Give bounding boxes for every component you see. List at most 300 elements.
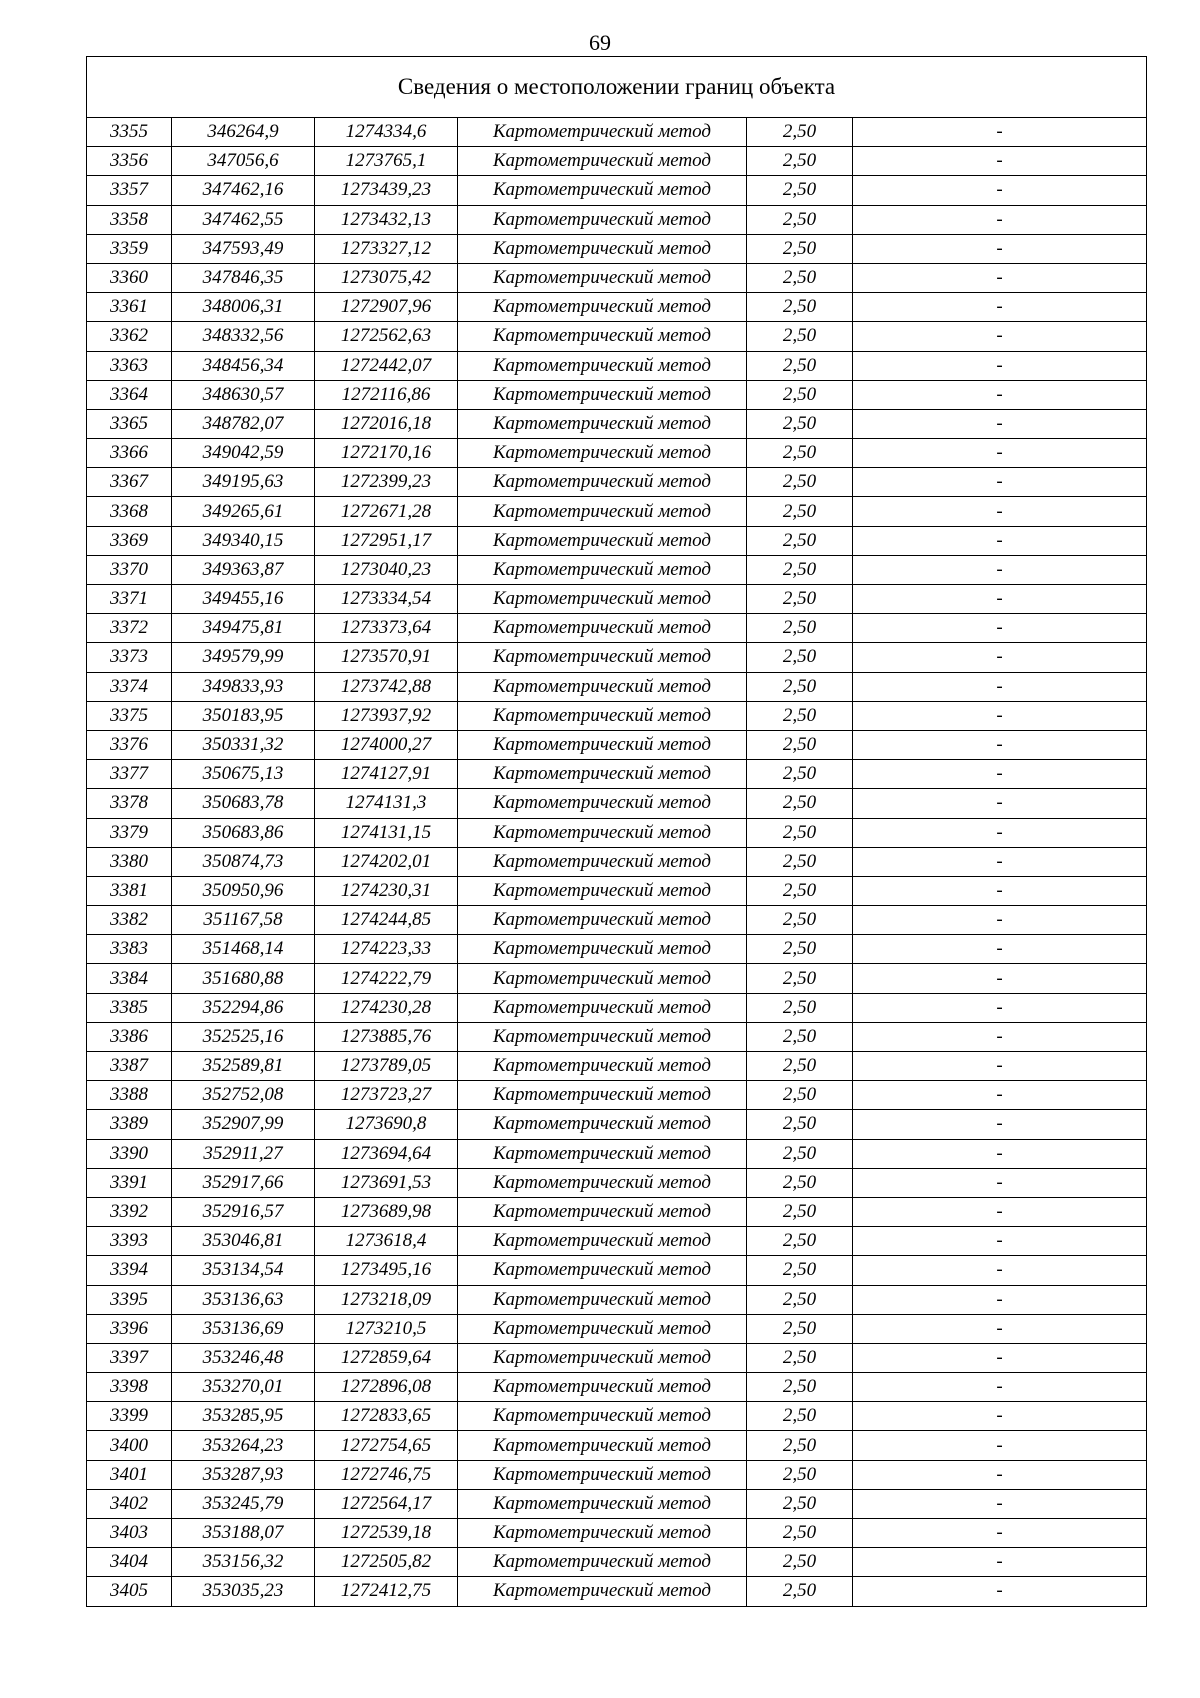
x-coordinate-cell: 350950,96 [172, 876, 315, 905]
note-cell: - [853, 293, 1147, 322]
accuracy-cell: 2,50 [747, 439, 853, 468]
note-cell: - [853, 1110, 1147, 1139]
accuracy-cell: 2,50 [747, 1081, 853, 1110]
x-coordinate-cell: 348006,31 [172, 293, 315, 322]
note-cell: - [853, 439, 1147, 468]
y-coordinate-cell: 1273937,92 [315, 701, 458, 730]
y-coordinate-cell: 1273439,23 [315, 176, 458, 205]
y-coordinate-cell: 1272412,75 [315, 1577, 458, 1606]
accuracy-cell: 2,50 [747, 1285, 853, 1314]
table-row [87, 906, 1147, 935]
y-coordinate-cell: 1272896,08 [315, 1373, 458, 1402]
accuracy-cell: 2,50 [747, 614, 853, 643]
table-row [87, 1402, 1147, 1431]
note-cell: - [853, 118, 1147, 147]
y-coordinate-cell: 1273885,76 [315, 1022, 458, 1051]
point-number-cell: 3369 [87, 526, 172, 555]
x-coordinate-cell: 353246,48 [172, 1343, 315, 1372]
y-coordinate-cell: 1273327,12 [315, 234, 458, 263]
x-coordinate-cell: 349340,15 [172, 526, 315, 555]
method-cell: Картометрический метод [458, 176, 747, 205]
note-cell: - [853, 1314, 1147, 1343]
accuracy-cell: 2,50 [747, 147, 853, 176]
point-number-cell: 3391 [87, 1168, 172, 1197]
point-number-cell: 3384 [87, 964, 172, 993]
y-coordinate-cell: 1274222,79 [315, 964, 458, 993]
y-coordinate-cell: 1274223,33 [315, 935, 458, 964]
y-coordinate-cell: 1273210,5 [315, 1314, 458, 1343]
x-coordinate-cell: 350874,73 [172, 847, 315, 876]
x-coordinate-cell: 350683,78 [172, 789, 315, 818]
note-cell: - [853, 760, 1147, 789]
accuracy-cell: 2,50 [747, 701, 853, 730]
y-coordinate-cell: 1273075,42 [315, 263, 458, 292]
accuracy-cell: 2,50 [747, 409, 853, 438]
point-number-cell: 3376 [87, 730, 172, 759]
method-cell: Картометрический метод [458, 585, 747, 614]
accuracy-cell: 2,50 [747, 1168, 853, 1197]
method-cell: Картометрический метод [458, 351, 747, 380]
method-cell: Картометрический метод [458, 439, 747, 468]
point-number-cell: 3358 [87, 205, 172, 234]
table-row [87, 1343, 1147, 1372]
y-coordinate-cell: 1272539,18 [315, 1519, 458, 1548]
y-coordinate-cell: 1272754,65 [315, 1431, 458, 1460]
accuracy-cell: 2,50 [747, 351, 853, 380]
x-coordinate-cell: 353245,79 [172, 1489, 315, 1518]
accuracy-cell: 2,50 [747, 643, 853, 672]
accuracy-cell: 2,50 [747, 1402, 853, 1431]
note-cell: - [853, 1373, 1147, 1402]
table-row [87, 614, 1147, 643]
x-coordinate-cell: 353270,01 [172, 1373, 315, 1402]
accuracy-cell: 2,50 [747, 1197, 853, 1226]
method-cell: Картометрический метод [458, 906, 747, 935]
note-cell: - [853, 409, 1147, 438]
method-cell: Картометрический метод [458, 1489, 747, 1518]
x-coordinate-cell: 348782,07 [172, 409, 315, 438]
table-row [87, 1577, 1147, 1606]
note-cell: - [853, 1227, 1147, 1256]
note-cell: - [853, 1548, 1147, 1577]
page-number: 69 [589, 30, 611, 55]
method-cell: Картометрический метод [458, 1285, 747, 1314]
method-cell: Картометрический метод [458, 1577, 747, 1606]
y-coordinate-cell: 1272907,96 [315, 293, 458, 322]
point-number-cell: 3375 [87, 701, 172, 730]
method-cell: Картометрический метод [458, 263, 747, 292]
x-coordinate-cell: 350183,95 [172, 701, 315, 730]
y-coordinate-cell: 1274127,91 [315, 760, 458, 789]
point-number-cell: 3374 [87, 672, 172, 701]
note-cell: - [853, 1022, 1147, 1051]
accuracy-cell: 2,50 [747, 1052, 853, 1081]
table-row [87, 818, 1147, 847]
table-row [87, 1022, 1147, 1051]
x-coordinate-cell: 353287,93 [172, 1460, 315, 1489]
accuracy-cell: 2,50 [747, 1256, 853, 1285]
point-number-cell: 3364 [87, 380, 172, 409]
point-number-cell: 3388 [87, 1081, 172, 1110]
note-cell: - [853, 380, 1147, 409]
y-coordinate-cell: 1272170,16 [315, 439, 458, 468]
accuracy-cell: 2,50 [747, 1343, 853, 1372]
y-coordinate-cell: 1273218,09 [315, 1285, 458, 1314]
point-number-cell: 3377 [87, 760, 172, 789]
note-cell: - [853, 176, 1147, 205]
accuracy-cell: 2,50 [747, 847, 853, 876]
table-row [87, 118, 1147, 147]
note-cell: - [853, 643, 1147, 672]
x-coordinate-cell: 349363,87 [172, 555, 315, 584]
table-row [87, 643, 1147, 672]
y-coordinate-cell: 1272951,17 [315, 526, 458, 555]
accuracy-cell: 2,50 [747, 555, 853, 584]
x-coordinate-cell: 351468,14 [172, 935, 315, 964]
point-number-cell: 3401 [87, 1460, 172, 1489]
y-coordinate-cell: 1273690,8 [315, 1110, 458, 1139]
y-coordinate-cell: 1273570,91 [315, 643, 458, 672]
note-cell: - [853, 555, 1147, 584]
point-number-cell: 3386 [87, 1022, 172, 1051]
y-coordinate-cell: 1273723,27 [315, 1081, 458, 1110]
x-coordinate-cell: 349265,61 [172, 497, 315, 526]
table-row [87, 1519, 1147, 1548]
point-number-cell: 3365 [87, 409, 172, 438]
x-coordinate-cell: 350331,32 [172, 730, 315, 759]
x-coordinate-cell: 353136,63 [172, 1285, 315, 1314]
accuracy-cell: 2,50 [747, 1489, 853, 1518]
method-cell: Картометрический метод [458, 526, 747, 555]
point-number-cell: 3360 [87, 263, 172, 292]
point-number-cell: 3405 [87, 1577, 172, 1606]
x-coordinate-cell: 349579,99 [172, 643, 315, 672]
accuracy-cell: 2,50 [747, 176, 853, 205]
point-number-cell: 3390 [87, 1139, 172, 1168]
note-cell: - [853, 1343, 1147, 1372]
point-number-cell: 3356 [87, 147, 172, 176]
x-coordinate-cell: 352911,27 [172, 1139, 315, 1168]
method-cell: Картометрический метод [458, 964, 747, 993]
note-cell: - [853, 964, 1147, 993]
x-coordinate-cell: 353156,32 [172, 1548, 315, 1577]
method-cell: Картометрический метод [458, 1110, 747, 1139]
x-coordinate-cell: 353134,54 [172, 1256, 315, 1285]
point-number-cell: 3383 [87, 935, 172, 964]
x-coordinate-cell: 348456,34 [172, 351, 315, 380]
point-number-cell: 3367 [87, 468, 172, 497]
table-row [87, 1489, 1147, 1518]
table-row [87, 380, 1147, 409]
table-row [87, 876, 1147, 905]
x-coordinate-cell: 347462,16 [172, 176, 315, 205]
table-row [87, 351, 1147, 380]
accuracy-cell: 2,50 [747, 1519, 853, 1548]
table-row [87, 293, 1147, 322]
table-row [87, 1052, 1147, 1081]
note-cell: - [853, 234, 1147, 263]
table-row [87, 585, 1147, 614]
method-cell: Картометрический метод [458, 1022, 747, 1051]
accuracy-cell: 2,50 [747, 1022, 853, 1051]
x-coordinate-cell: 348332,56 [172, 322, 315, 351]
y-coordinate-cell: 1273691,53 [315, 1168, 458, 1197]
y-coordinate-cell: 1273040,23 [315, 555, 458, 584]
accuracy-cell: 2,50 [747, 672, 853, 701]
point-number-cell: 3363 [87, 351, 172, 380]
accuracy-cell: 2,50 [747, 1577, 853, 1606]
x-coordinate-cell: 350683,86 [172, 818, 315, 847]
method-cell: Картометрический метод [458, 1227, 747, 1256]
table-row [87, 993, 1147, 1022]
method-cell: Картометрический метод [458, 380, 747, 409]
method-cell: Картометрический метод [458, 1139, 747, 1168]
x-coordinate-cell: 347462,55 [172, 205, 315, 234]
note-cell: - [853, 1197, 1147, 1226]
point-number-cell: 3402 [87, 1489, 172, 1518]
y-coordinate-cell: 1273765,1 [315, 147, 458, 176]
table-row [87, 964, 1147, 993]
table-row [87, 1139, 1147, 1168]
table-row [87, 1256, 1147, 1285]
method-cell: Картометрический метод [458, 118, 747, 147]
note-cell: - [853, 1460, 1147, 1489]
accuracy-cell: 2,50 [747, 730, 853, 759]
x-coordinate-cell: 351680,88 [172, 964, 315, 993]
note-cell: - [853, 614, 1147, 643]
accuracy-cell: 2,50 [747, 906, 853, 935]
method-cell: Картометрический метод [458, 789, 747, 818]
note-cell: - [853, 789, 1147, 818]
accuracy-cell: 2,50 [747, 1227, 853, 1256]
accuracy-cell: 2,50 [747, 205, 853, 234]
accuracy-cell: 2,50 [747, 468, 853, 497]
method-cell: Картометрический метод [458, 760, 747, 789]
point-number-cell: 3403 [87, 1519, 172, 1548]
x-coordinate-cell: 346264,9 [172, 118, 315, 147]
accuracy-cell: 2,50 [747, 234, 853, 263]
x-coordinate-cell: 348630,57 [172, 380, 315, 409]
boundary-coordinates-table [86, 56, 1147, 1607]
method-cell: Картометрический метод [458, 147, 747, 176]
accuracy-cell: 2,50 [747, 526, 853, 555]
x-coordinate-cell: 349455,16 [172, 585, 315, 614]
accuracy-cell: 2,50 [747, 263, 853, 292]
x-coordinate-cell: 353264,23 [172, 1431, 315, 1460]
point-number-cell: 3397 [87, 1343, 172, 1372]
accuracy-cell: 2,50 [747, 993, 853, 1022]
note-cell: - [853, 585, 1147, 614]
method-cell: Картометрический метод [458, 409, 747, 438]
y-coordinate-cell: 1274230,31 [315, 876, 458, 905]
accuracy-cell: 2,50 [747, 585, 853, 614]
note-cell: - [853, 1577, 1147, 1606]
point-number-cell: 3355 [87, 118, 172, 147]
x-coordinate-cell: 350675,13 [172, 760, 315, 789]
table-row [87, 1431, 1147, 1460]
table-row [87, 263, 1147, 292]
note-cell: - [853, 205, 1147, 234]
note-cell: - [853, 993, 1147, 1022]
point-number-cell: 3396 [87, 1314, 172, 1343]
point-number-cell: 3373 [87, 643, 172, 672]
x-coordinate-cell: 352907,99 [172, 1110, 315, 1139]
table-row [87, 672, 1147, 701]
y-coordinate-cell: 1273334,54 [315, 585, 458, 614]
accuracy-cell: 2,50 [747, 964, 853, 993]
accuracy-cell: 2,50 [747, 380, 853, 409]
y-coordinate-cell: 1272746,75 [315, 1460, 458, 1489]
point-number-cell: 3395 [87, 1285, 172, 1314]
x-coordinate-cell: 349475,81 [172, 614, 315, 643]
table-row [87, 468, 1147, 497]
x-coordinate-cell: 353035,23 [172, 1577, 315, 1606]
accuracy-cell: 2,50 [747, 118, 853, 147]
point-number-cell: 3398 [87, 1373, 172, 1402]
note-cell: - [853, 672, 1147, 701]
x-coordinate-cell: 349833,93 [172, 672, 315, 701]
accuracy-cell: 2,50 [747, 1314, 853, 1343]
point-number-cell: 3399 [87, 1402, 172, 1431]
point-number-cell: 3400 [87, 1431, 172, 1460]
x-coordinate-cell: 352752,08 [172, 1081, 315, 1110]
note-cell: - [853, 263, 1147, 292]
method-cell: Картометрический метод [458, 1460, 747, 1489]
table-row [87, 1168, 1147, 1197]
method-cell: Картометрический метод [458, 1256, 747, 1285]
note-cell: - [853, 322, 1147, 351]
x-coordinate-cell: 352589,81 [172, 1052, 315, 1081]
note-cell: - [853, 818, 1147, 847]
table-row [87, 730, 1147, 759]
y-coordinate-cell: 1273432,13 [315, 205, 458, 234]
table-row [87, 234, 1147, 263]
y-coordinate-cell: 1272399,23 [315, 468, 458, 497]
point-number-cell: 3404 [87, 1548, 172, 1577]
accuracy-cell: 2,50 [747, 935, 853, 964]
x-coordinate-cell: 353136,69 [172, 1314, 315, 1343]
note-cell: - [853, 1402, 1147, 1431]
method-cell: Картометрический метод [458, 1197, 747, 1226]
table-row [87, 322, 1147, 351]
point-number-cell: 3361 [87, 293, 172, 322]
point-number-cell: 3385 [87, 993, 172, 1022]
point-number-cell: 3379 [87, 818, 172, 847]
point-number-cell: 3387 [87, 1052, 172, 1081]
x-coordinate-cell: 352294,86 [172, 993, 315, 1022]
y-coordinate-cell: 1273618,4 [315, 1227, 458, 1256]
point-number-cell: 3393 [87, 1227, 172, 1256]
point-number-cell: 3382 [87, 906, 172, 935]
note-cell: - [853, 1168, 1147, 1197]
table-row [87, 409, 1147, 438]
note-cell: - [853, 526, 1147, 555]
y-coordinate-cell: 1272442,07 [315, 351, 458, 380]
method-cell: Картометрический метод [458, 1431, 747, 1460]
y-coordinate-cell: 1274334,6 [315, 118, 458, 147]
x-coordinate-cell: 347846,35 [172, 263, 315, 292]
accuracy-cell: 2,50 [747, 818, 853, 847]
accuracy-cell: 2,50 [747, 322, 853, 351]
note-cell: - [853, 1519, 1147, 1548]
note-cell: - [853, 1285, 1147, 1314]
point-number-cell: 3389 [87, 1110, 172, 1139]
x-coordinate-cell: 353285,95 [172, 1402, 315, 1431]
y-coordinate-cell: 1274244,85 [315, 906, 458, 935]
point-number-cell: 3392 [87, 1197, 172, 1226]
note-cell: - [853, 351, 1147, 380]
method-cell: Картометрический метод [458, 876, 747, 905]
method-cell: Картометрический метод [458, 1548, 747, 1577]
method-cell: Картометрический метод [458, 234, 747, 263]
accuracy-cell: 2,50 [747, 1139, 853, 1168]
accuracy-cell: 2,50 [747, 1110, 853, 1139]
x-coordinate-cell: 353046,81 [172, 1227, 315, 1256]
method-cell: Картометрический метод [458, 322, 747, 351]
y-coordinate-cell: 1273742,88 [315, 672, 458, 701]
method-cell: Картометрический метод [458, 1519, 747, 1548]
method-cell: Картометрический метод [458, 1343, 747, 1372]
point-number-cell: 3362 [87, 322, 172, 351]
table-row [87, 1460, 1147, 1489]
accuracy-cell: 2,50 [747, 760, 853, 789]
method-cell: Картометрический метод [458, 1314, 747, 1343]
point-number-cell: 3372 [87, 614, 172, 643]
y-coordinate-cell: 1274202,01 [315, 847, 458, 876]
x-coordinate-cell: 347056,6 [172, 147, 315, 176]
accuracy-cell: 2,50 [747, 1373, 853, 1402]
note-cell: - [853, 1431, 1147, 1460]
y-coordinate-cell: 1273694,64 [315, 1139, 458, 1168]
table-row [87, 1227, 1147, 1256]
table-row [87, 1197, 1147, 1226]
point-number-cell: 3359 [87, 234, 172, 263]
table-title: Сведения о местоположении границ объекта [87, 57, 1147, 118]
table-row [87, 760, 1147, 789]
note-cell: - [853, 701, 1147, 730]
table-row [87, 205, 1147, 234]
accuracy-cell: 2,50 [747, 1460, 853, 1489]
y-coordinate-cell: 1274230,28 [315, 993, 458, 1022]
table-row [87, 1081, 1147, 1110]
method-cell: Картометрический метод [458, 1168, 747, 1197]
note-cell: - [853, 906, 1147, 935]
x-coordinate-cell: 347593,49 [172, 234, 315, 263]
point-number-cell: 3394 [87, 1256, 172, 1285]
x-coordinate-cell: 351167,58 [172, 906, 315, 935]
accuracy-cell: 2,50 [747, 1431, 853, 1460]
note-cell: - [853, 497, 1147, 526]
method-cell: Картометрический метод [458, 205, 747, 234]
y-coordinate-cell: 1273373,64 [315, 614, 458, 643]
method-cell: Картометрический метод [458, 643, 747, 672]
y-coordinate-cell: 1273689,98 [315, 1197, 458, 1226]
table-row [87, 701, 1147, 730]
method-cell: Картометрический метод [458, 468, 747, 497]
table-row [87, 1314, 1147, 1343]
note-cell: - [853, 147, 1147, 176]
table-row [87, 497, 1147, 526]
note-cell: - [853, 1256, 1147, 1285]
method-cell: Картометрический метод [458, 818, 747, 847]
point-number-cell: 3381 [87, 876, 172, 905]
y-coordinate-cell: 1272859,64 [315, 1343, 458, 1372]
accuracy-cell: 2,50 [747, 876, 853, 905]
point-number-cell: 3366 [87, 439, 172, 468]
note-cell: - [853, 847, 1147, 876]
method-cell: Картометрический метод [458, 672, 747, 701]
table-row [87, 1110, 1147, 1139]
